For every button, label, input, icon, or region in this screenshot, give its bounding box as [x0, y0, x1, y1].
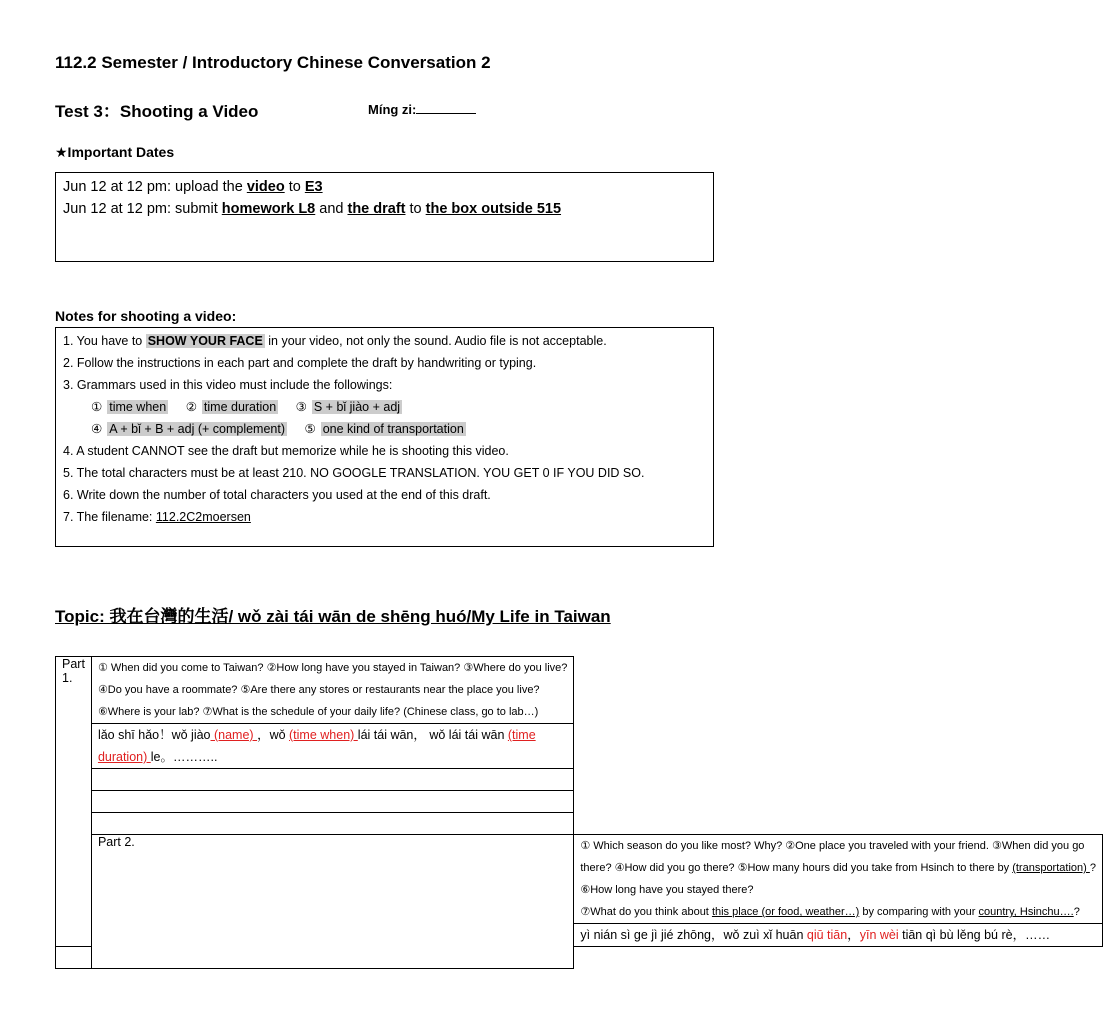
part-2-label: Part 2. [91, 835, 573, 969]
part-1-blank-line[interactable] [91, 769, 573, 791]
part-1-answer[interactable]: lǎo shī hǎo！wǒ jiào (name) ，wǒ (time when) lái tái wān， wǒ lái tái wān (time duration) le。……….. [91, 724, 573, 769]
document-title: 112.2 Semester / Introductory Chinese Conversation 2 [55, 53, 491, 72]
note-1: 1. You have to SHOW YOUR FACE in your video, not only the sound. Audio file is not acceptable. [63, 334, 607, 348]
part-2-questions: ① Which season do you like most? Why? ②One place you traveled with your friend. ③When did you go there? ④How did you go there? ⑤How many hours did you take from Hsinch to there by (transportation) ? ⑥How long have you stayed there? ⑦What do you think about this place (or food, weather…) by comparing with your country, Hsinchu….? [574, 835, 1103, 924]
part-1-label: Part 1. [56, 657, 92, 947]
note-3: 3. Grammars used in this video must include the followings: [63, 378, 393, 392]
note-6: 6. Write down the number of total characters you used at the end of this draft. [63, 488, 491, 502]
topic-heading: Topic: 我在台灣的生活/ wǒ zài tái wān de shēng huó/My Life in Taiwan [55, 607, 611, 626]
date-line-1: Jun 12 at 12 pm: upload the video to E3 [63, 179, 323, 195]
test-title: Test 3：Shooting a Video [55, 102, 259, 121]
name-label: Míng zi: [368, 102, 417, 117]
important-dates-heading: ★Important Dates [55, 144, 175, 160]
note-2: 2. Follow the instructions in each part and complete the draft by handwriting or typing. [63, 356, 537, 370]
filename: 112.2C2moersen [155, 510, 251, 524]
important-dates-box [55, 172, 714, 262]
name-blank[interactable] [416, 101, 476, 114]
date-line-2: Jun 12 at 12 pm: submit homework L8 and the draft to the box outside 515 [63, 201, 562, 217]
part-1-questions: ① When did you come to Taiwan? ②How long have you stayed in Taiwan? ③Where do you live? ④Do you have a roommate? ⑤Are there any stores or restaurants near the place you live? ⑥Where is your lab? ⑦What is the schedule of your daily life? (Chinese class, go to lab…) [91, 657, 573, 724]
note-4: 4. A student CANNOT see the draft but memorize while he is shooting this video. [63, 444, 509, 458]
part-2-blank-line[interactable] [56, 947, 92, 969]
note-7: 7. The filename: 112.2C2moersen [63, 510, 251, 524]
draft-table [55, 656, 1103, 969]
grammar-row-1: ① time when ② time duration ③ S + bǐ jiào + adj [91, 400, 401, 414]
notes-box [55, 327, 714, 547]
part-2-answer[interactable]: yì nián sì ge jì jié zhōng，wǒ zuì xǐ huān qiū tiān，yīn wèi tiān qì bù lěng bú rè，…… [574, 924, 1103, 947]
part-1-blank-line[interactable] [91, 791, 573, 813]
notes-heading: Notes for shooting a video: [55, 308, 237, 324]
part-1-blank-line[interactable] [91, 813, 573, 835]
note-5: 5. The total characters must be at least 210. NO GOOGLE TRANSLATION. YOU GET 0 IF YOU DID SO. [63, 466, 645, 480]
grammar-row-2: ④ A + bǐ + B + adj (+ complement) ⑤ one kind of transportation [91, 422, 464, 436]
name-field[interactable] [368, 101, 476, 117]
